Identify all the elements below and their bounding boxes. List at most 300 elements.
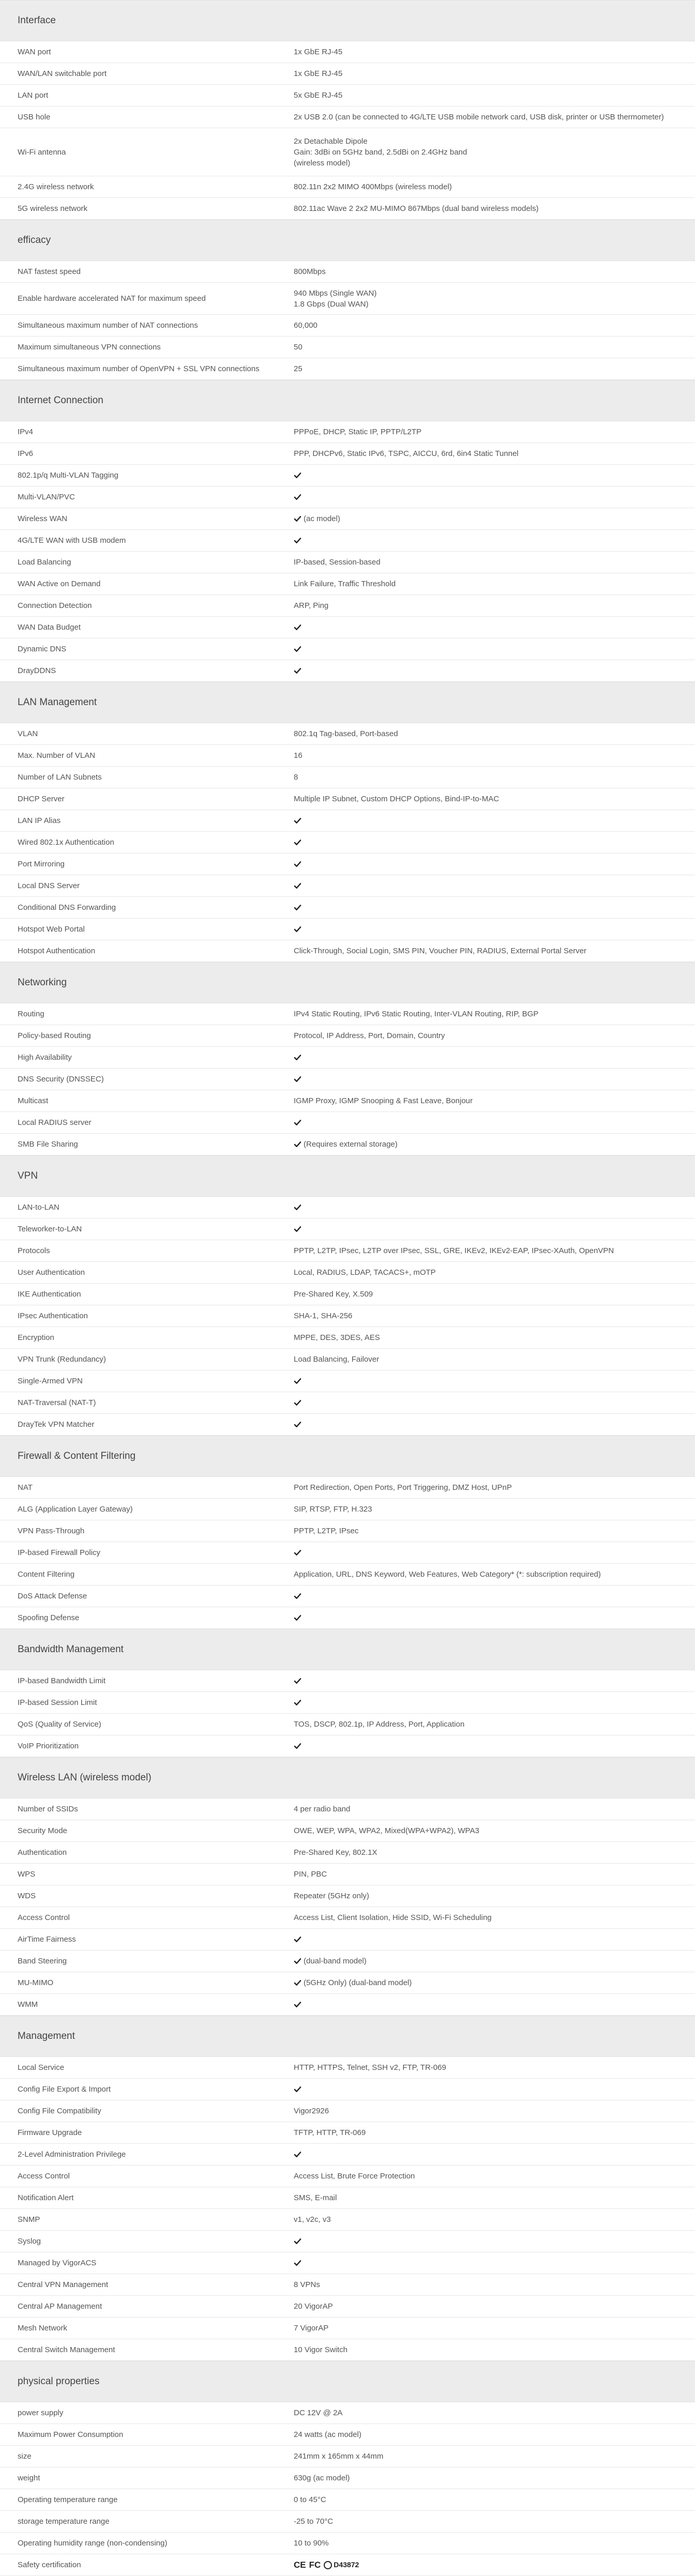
- spec-value: [276, 767, 695, 788]
- spec-value: [276, 508, 695, 529]
- spec-label: DoS Attack Defense: [18, 1592, 87, 1601]
- spec-row: [0, 1477, 695, 1499]
- spec-value: [276, 1003, 695, 1025]
- spec-value: [276, 1090, 695, 1111]
- section-title: Networking: [0, 962, 695, 1003]
- spec-row: [0, 919, 695, 940]
- spec-value-text: OWE, WEP, WPA, WPA2, Mixed(WPA+WPA2), WPA3: [294, 1826, 479, 1835]
- spec-row: [0, 337, 695, 358]
- spec-value: [276, 85, 695, 106]
- spec-value-text: Pre-Shared Key, 802.1X: [294, 1848, 377, 1857]
- spec-row: [0, 1994, 695, 2016]
- spec-row: [0, 2166, 695, 2187]
- spec-value: [276, 1499, 695, 1520]
- spec-value-text: Load Balancing, Failover: [294, 1355, 380, 1364]
- spec-value: [276, 573, 695, 595]
- check-icon: [294, 904, 301, 911]
- spec-value: [276, 1025, 695, 1046]
- spec-value: [276, 465, 695, 486]
- spec-label: VLAN: [18, 729, 38, 738]
- spec-label: Teleworker-to-LAN: [18, 1225, 82, 1233]
- spec-value-text: 800Mbps: [294, 267, 326, 276]
- ncc-ring-icon: [324, 2561, 332, 2569]
- spec-label: DrayTek VPN Matcher: [18, 1420, 95, 1429]
- spec-value-text: 1x GbE RJ-45: [294, 48, 343, 56]
- spec-label: Max. Number of VLAN: [18, 751, 96, 760]
- spec-label: Local RADIUS server: [18, 1118, 92, 1127]
- spec-label: DHCP Server: [18, 795, 65, 803]
- spec-value: [276, 1112, 695, 1133]
- spec-value-text: 60,000: [294, 321, 318, 330]
- spec-row: [0, 1692, 695, 1714]
- spec-value: [276, 1047, 695, 1068]
- check-icon: [294, 860, 301, 868]
- spec-row: [0, 1820, 695, 1842]
- section-efficacy: [0, 220, 695, 380]
- spec-row: [0, 660, 695, 682]
- spec-row: [0, 2100, 695, 2122]
- spec-value: [276, 1564, 695, 1585]
- section-title: Bandwidth Management: [0, 1629, 695, 1670]
- spec-value: [276, 875, 695, 896]
- spec-value-text: 4 per radio band: [294, 1805, 351, 1813]
- check-icon: [294, 1699, 301, 1706]
- spec-row: [0, 1798, 695, 1820]
- spec-value: [276, 1414, 695, 1435]
- spec-value-text: MPPE, DES, 3DES, AES: [294, 1333, 380, 1342]
- spec-value: [276, 1477, 695, 1498]
- spec-label: Authentication: [18, 1848, 67, 1857]
- spec-label: DrayDDNS: [18, 666, 56, 675]
- section-interface: [0, 0, 695, 220]
- section-title: Management: [0, 2016, 695, 2057]
- spec-row: [0, 1607, 695, 1629]
- spec-label: DNS Security (DNSSEC): [18, 1075, 104, 1084]
- spec-label: Protocols: [18, 1246, 50, 1255]
- spec-row: [0, 2144, 695, 2166]
- spec-row: [0, 283, 695, 315]
- spec-value: [276, 2339, 695, 2360]
- spec-value: [276, 2554, 695, 2575]
- section-title: Interface: [0, 0, 695, 41]
- spec-row: [0, 788, 695, 810]
- spec-value: [276, 358, 695, 379]
- check-icon: [294, 839, 301, 846]
- check-icon: [294, 1742, 301, 1750]
- spec-value: [276, 2166, 695, 2187]
- spec-row: [0, 638, 695, 660]
- spec-value-text: SIP, RTSP, FTP, H.323: [294, 1505, 372, 1514]
- spec-value-text: SMS, E-mail: [294, 2193, 337, 2202]
- spec-label: Simultaneous maximum number of NAT connections: [18, 321, 198, 330]
- spec-label: Config File Export & Import: [18, 2085, 111, 2094]
- spec-label: VoIP Prioritization: [18, 1742, 79, 1750]
- spec-value: [276, 723, 695, 744]
- spec-row: [0, 2339, 695, 2361]
- spec-label: USB hole: [18, 113, 51, 121]
- section-physical-properties: [0, 2361, 695, 2576]
- spec-row: [0, 261, 695, 283]
- spec-label: High Availability: [18, 1053, 72, 1062]
- spec-value: [276, 2274, 695, 2295]
- spec-value: [276, 198, 695, 219]
- check-icon: [294, 1592, 301, 1600]
- spec-value: [276, 1197, 695, 1218]
- spec-label: Security Mode: [18, 1826, 67, 1835]
- spec-row: [0, 1907, 695, 1929]
- spec-value: [276, 1392, 695, 1413]
- check-icon: [294, 2151, 301, 2158]
- check-icon: [294, 623, 301, 631]
- spec-label: Hotspot Web Portal: [18, 925, 85, 934]
- spec-label: Single-Armed VPN: [18, 1377, 83, 1385]
- spec-row: [0, 1670, 695, 1692]
- spec-value: [276, 2057, 695, 2078]
- spec-value: [276, 2446, 695, 2467]
- spec-row: [0, 1305, 695, 1327]
- spec-label: Access Control: [18, 1913, 70, 1922]
- spec-label: Maximum simultaneous VPN connections: [18, 343, 161, 352]
- spec-row: [0, 1284, 695, 1305]
- spec-value: [276, 1327, 695, 1348]
- check-icon: [294, 493, 301, 501]
- spec-label: WPS: [18, 1870, 36, 1879]
- spec-value: [276, 1714, 695, 1735]
- check-icon: [294, 1399, 301, 1407]
- check-icon: [294, 537, 301, 544]
- spec-row: [0, 1885, 695, 1907]
- spec-value-text: 1x GbE RJ-45: [294, 69, 343, 78]
- spec-label: WDS: [18, 1892, 36, 1900]
- spec-value-text: 8 VPNs: [294, 2280, 320, 2289]
- spec-value: [276, 552, 695, 573]
- spec-label: Content Filtering: [18, 1570, 75, 1579]
- spec-label: IP-based Bandwidth Limit: [18, 1676, 106, 1685]
- spec-label: Wired 802.1x Authentication: [18, 838, 114, 847]
- certification-marks: [294, 2559, 359, 2570]
- section-bandwidth-management: [0, 1629, 695, 1757]
- spec-value-text: IPv4 Static Routing, IPv6 Static Routing, Inter-VLAN Routing, RIP, BGP: [294, 1010, 539, 1018]
- spec-value-text: (5GHz Only) (dual-band model): [304, 1978, 412, 1987]
- spec-label: Operating temperature range: [18, 2495, 118, 2504]
- spec-row: [0, 2252, 695, 2274]
- check-icon: [294, 2237, 301, 2245]
- spec-value-text: Pre-Shared Key, X.509: [294, 1290, 373, 1299]
- spec-label: 4G/LTE WAN with USB modem: [18, 536, 126, 545]
- spec-value-text: 802.11ac Wave 2 2x2 MU-MIMO 867Mbps (dual band wireless models): [294, 204, 539, 213]
- spec-row: [0, 1586, 695, 1607]
- check-icon: [294, 1549, 301, 1557]
- spec-value-text: 16: [294, 751, 303, 760]
- spec-value-text: PPTP, L2TP, IPsec, L2TP over IPsec, SSL, GRE, IKEv2, IKEv2-EAP, IPsec-XAuth, OpenVPN: [294, 1246, 614, 1255]
- spec-value: [276, 337, 695, 358]
- spec-value: [276, 745, 695, 766]
- check-icon: [294, 817, 301, 825]
- spec-label: 2.4G wireless network: [18, 182, 94, 191]
- spec-value-text: v1, v2c, v3: [294, 2215, 331, 2224]
- spec-value-line: 940 Mbps (Single WAN): [294, 288, 377, 298]
- spec-label: Connection Detection: [18, 601, 92, 610]
- spec-label: Central VPN Management: [18, 2280, 109, 2289]
- spec-value: [276, 1864, 695, 1885]
- spec-value: [276, 1134, 695, 1155]
- spec-row: [0, 358, 695, 380]
- spec-value: [276, 283, 695, 314]
- spec-label: Conditional DNS Forwarding: [18, 903, 116, 912]
- spec-row: [0, 723, 695, 745]
- spec-value: [276, 1069, 695, 1090]
- spec-value-text: PPPoE, DHCP, Static IP, PPTP/L2TP: [294, 428, 422, 436]
- spec-value: [276, 1218, 695, 1240]
- spec-value: [276, 1349, 695, 1370]
- spec-value: [276, 1520, 695, 1542]
- spec-label: Safety certification: [18, 2560, 81, 2569]
- spec-value-text: Link Failure, Traffic Threshold: [294, 580, 396, 588]
- spec-label: LAN port: [18, 91, 49, 100]
- spec-row: [0, 530, 695, 552]
- spec-row: [0, 875, 695, 897]
- spec-value: [276, 1542, 695, 1563]
- section-networking: [0, 962, 695, 1155]
- spec-label: WAN Data Budget: [18, 623, 81, 632]
- spec-value: [276, 853, 695, 875]
- check-icon: [294, 2259, 301, 2267]
- spec-row: [0, 1025, 695, 1047]
- spec-value: [276, 2252, 695, 2274]
- spec-value: [276, 2533, 695, 2554]
- spec-value-text: PPTP, L2TP, IPsec: [294, 1527, 359, 1535]
- check-icon: [294, 1421, 301, 1428]
- section-title: Internet Connection: [0, 380, 695, 421]
- spec-label: IPsec Authentication: [18, 1312, 88, 1320]
- spec-label: 2-Level Administration Privilege: [18, 2150, 126, 2159]
- spec-value: [276, 2209, 695, 2230]
- spec-value-text: -25 to 70°C: [294, 2517, 334, 2526]
- spec-value-text: 0 to 45°C: [294, 2495, 326, 2504]
- spec-row: [0, 595, 695, 617]
- spec-value: [276, 2144, 695, 2165]
- spec-value-line: 2x Detachable Dipole: [294, 136, 368, 146]
- spec-row: [0, 1370, 695, 1392]
- spec-label: Hotspot Authentication: [18, 947, 96, 955]
- spec-label: IKE Authentication: [18, 1290, 81, 1299]
- spec-row: [0, 2296, 695, 2318]
- spec-label: User Authentication: [18, 1268, 85, 1277]
- spec-label: Number of SSIDs: [18, 1805, 78, 1813]
- check-icon: [294, 1377, 301, 1385]
- spec-value: [276, 2122, 695, 2143]
- spec-value: [276, 261, 695, 282]
- spec-row: [0, 1069, 695, 1090]
- spec-row: [0, 176, 695, 198]
- spec-value-text: ARP, Ping: [294, 601, 329, 610]
- spec-row: [0, 897, 695, 919]
- spec-value: [276, 2296, 695, 2317]
- spec-row: [0, 1134, 695, 1155]
- spec-row: [0, 1218, 695, 1240]
- spec-value: [276, 128, 695, 176]
- section-management: [0, 2016, 695, 2361]
- spec-label: Config File Compatibility: [18, 2107, 101, 2115]
- spec-value: [276, 1798, 695, 1820]
- spec-label: Mesh Network: [18, 2324, 67, 2333]
- spec-value-line: 1.8 Gbps (Dual WAN): [294, 299, 369, 309]
- check-icon: [294, 1979, 301, 1987]
- certification-code: D43872: [334, 2560, 359, 2569]
- spec-value: [276, 1262, 695, 1283]
- spec-row: [0, 2079, 695, 2100]
- spec-row: [0, 1392, 695, 1414]
- spec-row: [0, 1499, 695, 1520]
- spec-value: [276, 421, 695, 443]
- spec-value-text: HTTP, HTTPS, Telnet, SSH v2, FTP, TR-069: [294, 2063, 446, 2072]
- section-title: VPN: [0, 1155, 695, 1197]
- spec-row: [0, 421, 695, 443]
- spec-value: [276, 1607, 695, 1628]
- spec-row: [0, 767, 695, 788]
- spec-row: [0, 832, 695, 853]
- spec-row: [0, 1842, 695, 1864]
- spec-label: AirTime Fairness: [18, 1935, 76, 1944]
- check-icon: [294, 1225, 301, 1233]
- spec-value: [276, 2079, 695, 2100]
- section-title: physical properties: [0, 2361, 695, 2402]
- spec-value: [276, 1670, 695, 1691]
- check-icon: [294, 1075, 301, 1083]
- spec-value-text: 7 VigorAP: [294, 2324, 329, 2333]
- spec-value-text: 10 Vigor Switch: [294, 2345, 348, 2354]
- check-icon: [294, 1054, 301, 1061]
- spec-label: size: [18, 2452, 32, 2461]
- spec-row: [0, 443, 695, 465]
- section-firewall-content-filtering: [0, 1436, 695, 1629]
- spec-label: Managed by VigorACS: [18, 2259, 97, 2267]
- spec-value: [276, 486, 695, 508]
- spec-row: [0, 2554, 695, 2576]
- spec-label: IP-based Session Limit: [18, 1698, 97, 1707]
- spec-value-text: IP-based, Session-based: [294, 558, 381, 567]
- check-icon: [294, 2001, 301, 2008]
- spec-value: [276, 1305, 695, 1327]
- spec-value: [276, 2467, 695, 2489]
- spec-label: Multicast: [18, 1096, 49, 1105]
- spec-value-text: 5x GbE RJ-45: [294, 91, 343, 100]
- section-internet-connection: [0, 380, 695, 682]
- spec-row: [0, 1864, 695, 1885]
- spec-value: [276, 2100, 695, 2122]
- spec-label: ALG (Application Layer Gateway): [18, 1505, 133, 1514]
- check-icon: [294, 645, 301, 653]
- spec-label: Local Service: [18, 2063, 65, 2072]
- spec-value-text: Access List, Brute Force Protection: [294, 2172, 415, 2181]
- spec-row: [0, 1112, 695, 1134]
- spec-label: Encryption: [18, 1333, 54, 1342]
- spec-value-text: 802.11n 2x2 MIMO 400Mbps (wireless model): [294, 182, 452, 191]
- spec-value: [276, 660, 695, 681]
- spec-value-text: (ac model): [304, 514, 340, 523]
- spec-value: [276, 443, 695, 464]
- section-title: Firewall & Content Filtering: [0, 1436, 695, 1477]
- spec-label: Maximum Power Consumption: [18, 2430, 124, 2439]
- spec-value-text: PIN, PBC: [294, 1870, 327, 1879]
- spec-value: [276, 595, 695, 616]
- spec-label: VPN Pass-Through: [18, 1527, 85, 1535]
- spec-row: [0, 128, 695, 176]
- spec-value: [276, 2511, 695, 2532]
- spec-value-text: DC 12V @ 2A: [294, 2409, 343, 2417]
- spec-label: Multi-VLAN/PVC: [18, 493, 75, 501]
- spec-row: [0, 745, 695, 767]
- spec-label: Wi-Fi antenna: [18, 147, 66, 157]
- spec-row: [0, 508, 695, 530]
- spec-label: Wireless WAN: [18, 514, 68, 523]
- spec-row: [0, 2122, 695, 2144]
- spec-value: [276, 1820, 695, 1841]
- spec-value-text: TFTP, HTTP, TR-069: [294, 2128, 366, 2137]
- spec-value: [276, 810, 695, 831]
- spec-label: Port Mirroring: [18, 860, 65, 868]
- spec-label: Central AP Management: [18, 2302, 102, 2311]
- spec-label: WAN Active on Demand: [18, 580, 101, 588]
- section-lan-management: [0, 682, 695, 962]
- spec-label: Operating humidity range (non-condensing): [18, 2539, 168, 2548]
- spec-value-text: Click-Through, Social Login, SMS PIN, Voucher PIN, RADIUS, External Portal Server: [294, 947, 587, 955]
- fcc-mark-icon: FC: [309, 2560, 321, 2570]
- spec-label: 5G wireless network: [18, 204, 88, 213]
- spec-label: weight: [18, 2474, 40, 2482]
- spec-value: [276, 176, 695, 197]
- spec-label: Access Control: [18, 2172, 70, 2181]
- check-icon: [294, 1957, 301, 1965]
- spec-value: [276, 897, 695, 918]
- spec-value-text: Multiple IP Subnet, Custom DHCP Options, Bind-IP-to-MAC: [294, 795, 500, 803]
- spec-label: IPv4: [18, 428, 34, 436]
- spec-row: [0, 617, 695, 638]
- check-icon: [294, 1677, 301, 1685]
- spec-row: [0, 63, 695, 85]
- spec-value-text: SHA-1, SHA-256: [294, 1312, 353, 1320]
- spec-label: WMM: [18, 2000, 38, 2009]
- spec-value: [276, 1929, 695, 1950]
- spec-value: [276, 1885, 695, 1907]
- spec-label: Band Steering: [18, 1957, 67, 1965]
- spec-value: [276, 63, 695, 84]
- spec-row: [0, 1090, 695, 1112]
- spec-row: [0, 85, 695, 106]
- spec-value-text: 8: [294, 773, 298, 782]
- spec-value-text: Port Redirection, Open Ports, Port Triggering, DMZ Host, UPnP: [294, 1483, 512, 1492]
- spec-label: Policy-based Routing: [18, 1031, 91, 1040]
- spec-label: IP-based Firewall Policy: [18, 1548, 101, 1557]
- spec-value: [276, 832, 695, 853]
- spec-value: [276, 1994, 695, 2015]
- spec-value: [276, 2187, 695, 2208]
- spec-value: [276, 919, 695, 940]
- spec-row: [0, 315, 695, 337]
- spec-row: [0, 1047, 695, 1069]
- spec-row: [0, 2318, 695, 2339]
- spec-row: [0, 2467, 695, 2489]
- spec-label: QoS (Quality of Service): [18, 1720, 101, 1729]
- spec-row: [0, 1972, 695, 1994]
- spec-value-text: Local, RADIUS, LDAP, TACACS+, mOTP: [294, 1268, 436, 1277]
- spec-label: Spoofing Defense: [18, 1613, 80, 1622]
- spec-row: [0, 1564, 695, 1586]
- spec-value: [276, 2489, 695, 2510]
- spec-label: Load Balancing: [18, 558, 71, 567]
- spec-row: [0, 1197, 695, 1218]
- spec-value-line: Gain: 3dBi on 5GHz band, 2.5dBi on 2.4GHz band: [294, 147, 467, 157]
